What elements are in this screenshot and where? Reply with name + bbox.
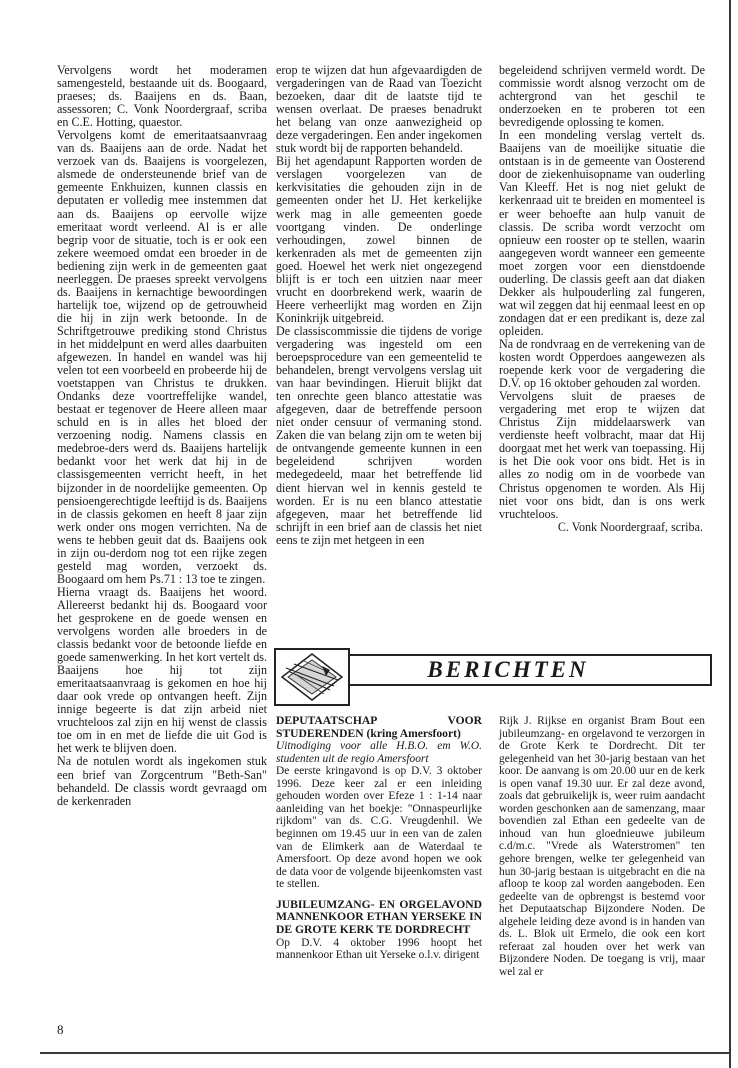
section-banner	[304, 654, 712, 686]
announcement-heading-2: JUBILEUMZANG- EN ORGELAVOND MANNENKOOR ETHAN YERSEKE IN DE GROTE KERK TE DORDRECHT	[276, 897, 482, 936]
col1-paragraph-3: Hierna vraagt ds. Baaijens het woord. Allereerst bedankt hij ds. Boogaard voor het gesprokene en de goede wensen en vervolgens worden alle broeders in de classis bedankt voor de betoonde liefde en goede samenwerking. In het kort vertelt ds. Baaijens hoe hij tot zijn emeritaatsaanvraag is gekomen en hoe hij daar ook vrede op ontvangen heeft. Zijn innige begeerte is dat zijn arbeid niet vruchteloos zal zijn en hij wenst de classis toe om in en met de liefde die uit God is het werk te blijven doen.	[57, 584, 267, 756]
banner-title: BERICHTEN	[427, 657, 589, 682]
col1-paragraph-4: Na de notulen wordt als ingekomen stuk een brief van Zorgcentrum "Beth-San" behandeld. De classis wordt gevraagd om de kerkenraden	[57, 754, 267, 808]
col2-paragraph-3: De classiscommissie die tijdens de vorige vergadering was ingesteld om een beroepsprocedure van een gemeentelid te behandelen, brengt vervolgens verslag uit van haar bevindingen. Hieruit blijkt dat ten onrechte geen blanco attestatie was afgegeven, daar de betreffende persoon niet onder censuur of vermaning stond. Zaken die van belang zijn om te weten bij de ontvangende gemeente kunnen in een begeleidend schrijven worden medegedeeld, maar het betreffende lid dient hiervan wel in kennis gesteld te worden. Er is nu een blanco attestatie afgegeven, maar het betreffende lid schrijft in een brief aan de classis het niet eens te zijn met hetgeen in een	[276, 323, 482, 547]
col1-paragraph-2: Vervolgens komt de emeritaatsaanvraag van ds. Baaijens aan de orde. Nadat het verzoek van ds. Baaijens is voorgelezen, alsmede de ondersteunende brief van de gemeente Enkhuizen, kunnen classis en deputaten er volledig mee instemmen dat aan ds. Baaijens op eervolle wijze emeritaat wordt verleend. Al is er alle begrip voor de situatie, toch is er ook een zekere weemoed omdat een broeder in de bediening zijn werk in de gemeenten gaat neerleggen. De praeses spreekt vervolgens ds. Baaijens in kernachtige bewoordingen hartelijk toe, wijzend op de getrouwheid die hij in zijn werk betoonde. In de Schriftgetrouwe prediking stond Christus in het middelpunt en werd alles daarbuiten afgewezen. In handel en wandel was hij velen tot een voorbeeld en probeerde hij de voetstappen van Christus te drukken. Ondanks deze voortreffelijke wandel, bestaat er tegenover de Heere alleen maar schuld en is in alles het bloed der verzoening nodig. Namens classis en medebroe-ders werd ds. Baaijens hartelijk bedankt voor het werk dat hij in de classisgemeenten verricht heeft, in het bijzonder in de noordelijke gemeenten. Op pensioengerechtigde leeftijd is ds. Baaijens in de classis gekomen en heeft 8 jaar zijn werk onder ons mogen verrichten. Na de wens te hebben geuit dat ds. Baaijens ook in zijn ou-derdom nog tot een rijke zegen gesteld mag worden, verzoekt ds. Boogaard om hem Ps.71 : 13 toe te zingen.	[57, 128, 267, 586]
column-3	[499, 64, 705, 534]
announcement-body-2: Op D.V. 4 oktober 1996 hoopt het mannenkoor Ethan uit Yerseke o.l.v. dirigent	[276, 936, 482, 962]
page-frame-right	[729, 0, 731, 1068]
announcement-body-2-continued: Rijk J. Rijkse en organist Bram Bout een jubileumzang- en orgelavond te verzorgen in de Grote Kerk te Dordrecht. Dit ter gelegenheid van het 30-jarig bestaan van het koor. De aanvang is om 20.00 uur en de kerk is open vanaf 19.30 uur. Er zal deze avond, zoals dat gebruikelijk is, weer ruim aandacht worden geschonken aan de samenzang, maar bovendien zal Ethan een gedeelte van de inhoud van hun gloednieuwe jubileum c.d/m.c. "Vrede als Waterstromen" ten gehore brengen, welke ter gelegenheid van hun 30-jarig bestaan is uitgebracht en die na afloop te koop zal worden aangeboden. Een gedeelte van de opbrengst is bestemd voor het Deputaatschap Bijzondere Noden. De algehele leiding deze avond is in handen van ds. L. Blok uit Ermelo, die ook een kort referaat zal houden over het werk van Bijzondere Noden. De toegang is vrij, maar wel zal er	[499, 715, 705, 978]
col3-paragraph-4: Vervolgens sluit de praeses de vergadering met erop te wijzen dat Christus Zijn middelaarswerk van verdienste heeft volbracht, maar dat Hij doorgaat met het werk van toepassing. Hij is het Die ook voor ons bidt. Het is in alles zo nodig om in de voorbede van Christus opgenomen te worden. Als Hij niet voor ons bidt, dan is ons werk vruchteloos.	[499, 389, 705, 521]
col1-paragraph-1: Vervolgens wordt het moderamen samengesteld, bestaande uit ds. Boogaard, praeses; ds. Baaijens en ds. Baan, assessoren; C. Vonk Noordergraaf, scriba en C.E. Hotting, quaestor.	[57, 63, 267, 130]
announcement-subtitle-1: Uitnodiging voor alle H.B.O. em W.O. studenten uit de regio Amersfoort	[276, 740, 482, 765]
signature: C. Vonk Noordergraaf, scriba.	[557, 519, 703, 534]
column-2	[276, 64, 482, 547]
col3-paragraph-1: begeleidend schrijven vermeld wordt. De commissie wordt alsnog verzocht om de achtergrond van het geschil te onderzoeken en te proberen tot een bevredigende oplossing te komen.	[499, 63, 705, 130]
col2-paragraph-2: Bij het agendapunt Rapporten worden de verslagen voorgelezen van de kerkvisitaties die gehouden zijn in de gemeenten onder het IJ. Het kerkelijke werk mag in alle gemeenten goede voortgang vinden. De onderlinge verhoudingen, zowel binnen de kerkenraden als met de gemeenten zijn goed. Hoewel het werk niet ongezegend blijft is er toch een uitzien naar meer vrucht en doorbrekend werk, waarin de Heere verheerlijkt mag worden en Zijn Koninkrijk uitgebreid.	[276, 154, 482, 325]
announcement-logo-icon	[272, 646, 352, 708]
announcement-heading-1: DEPUTAATSCHAP VOOR STUDERENDEN (kring Amersfoort)	[276, 714, 482, 740]
col3-paragraph-2: In een mondeling verslag vertelt ds. Baaijens van de moeilijke situatie die ontstaan is in de gemeente van Oosterend door de ziekenhuisopname van ouderling Van Kleeff. Het is nog niet gelukt de kerkenraad uit te breiden en momenteel is er weer behoefte aan hulp vanuit de classis. De scriba wordt verzocht om opnieuw een rooster op te stellen, waarin aangegeven wordt wanneer een gemeente moet zorgen voor een dienstdoende ouderling. De classis geeft aan dat diaken Dekker als hulpouderling zal fungeren, wat wil zeggen dat hij eenmaal leest en op zondagen dat er een predikant is, deze zal opleiden.	[499, 128, 705, 338]
column-1	[57, 64, 267, 808]
column-6	[499, 715, 705, 978]
col2-paragraph-1: erop te wijzen dat hun afgevaardigden de vergaderingen van de Raad van Toezicht bezoeken, daar dit de laatste tijd te wensen overlaat. De praeses benadrukt het belang van onze aanwezigheid op deze vergaderingen. Een ander ingekomen stuk wordt bij de rapporten behandeld.	[276, 63, 482, 156]
column-5	[276, 715, 482, 962]
page-frame-bottom	[40, 1052, 731, 1054]
col3-paragraph-3: Na de rondvraag en de verrekening van de kosten wordt Opperdoes aangewezen als roepende kerk voor de vergadering die D.V. op 16 oktober gehouden zal worden.	[499, 336, 705, 391]
page-number: 8	[57, 1022, 64, 1037]
announcement-body-1: De eerste kringavond is op D.V. 3 oktober 1996. Deze keer zal er een inleiding gehouden worden over Efeze 1 : 1-14 naar aanleiding van het boekje: "Onnaspeurlijke rijkdom" van ds. C.G. Vreugdenhil. We beginnen om 19.45 uur in een van de zalen van de Elimkerk aan de Waterdaal te Amersfoort. Op deze avond hopen we ook de data voor de volgende bijeenkomsten vast te stellen.	[276, 765, 482, 891]
